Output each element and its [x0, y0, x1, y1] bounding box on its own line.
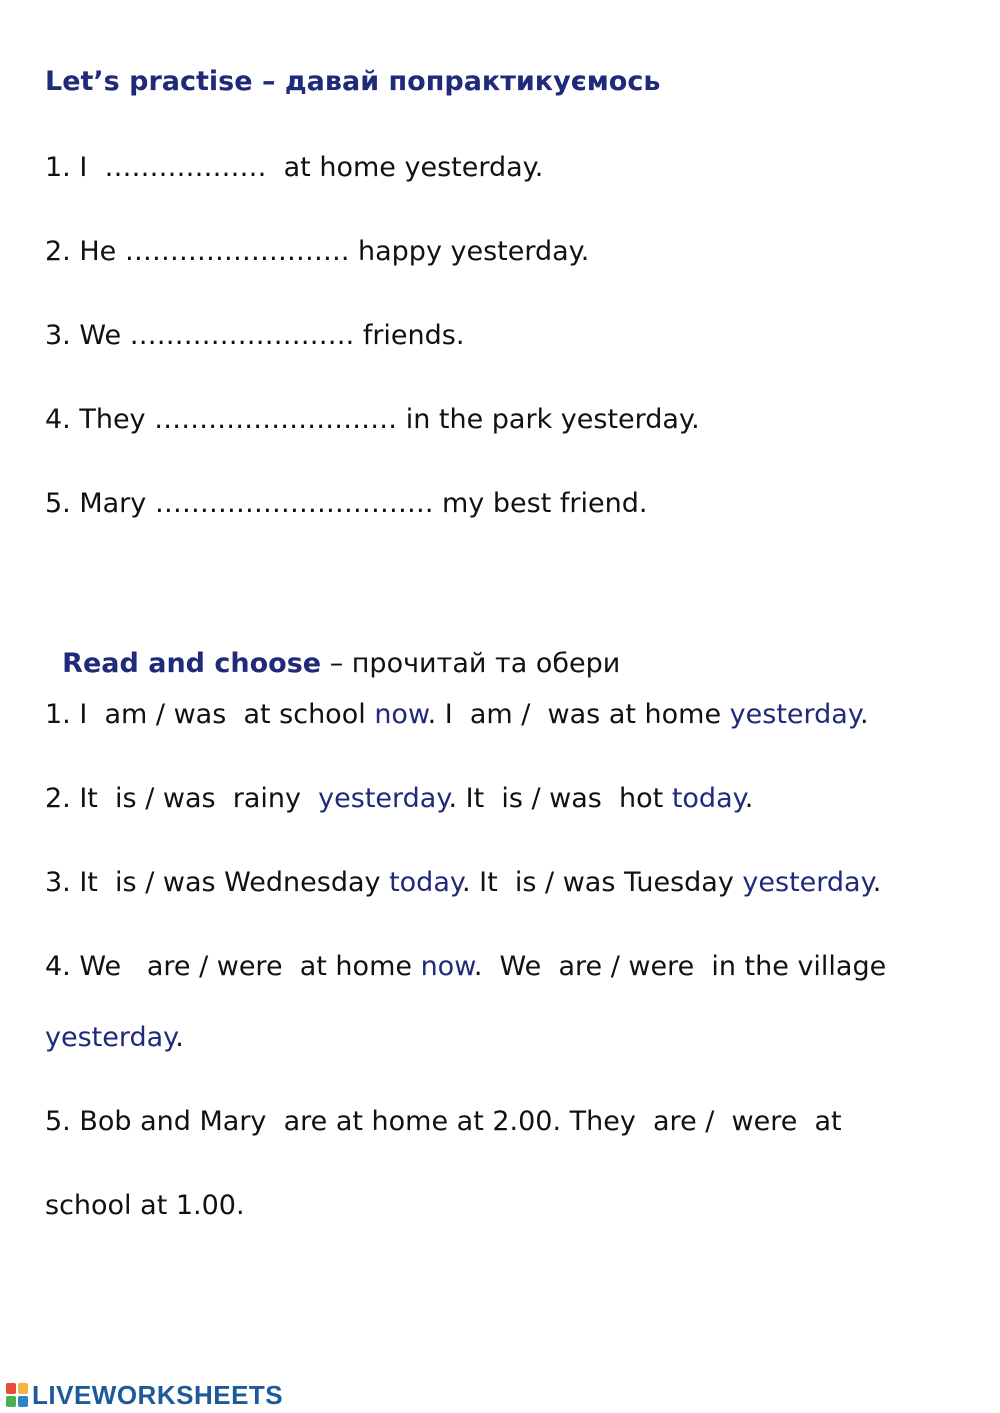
sentence-text: . It is / was Tuesday	[462, 867, 743, 898]
section2-heading-translation: – прочитай та обери	[321, 648, 621, 679]
time-word: now	[374, 699, 428, 730]
sentence-text: 4. We are / were at home	[45, 951, 421, 982]
time-word: yesterday	[742, 867, 873, 898]
sentence-text: . I am / was at home	[427, 699, 730, 730]
sentence-text: school at 1.00.	[45, 1190, 245, 1221]
sentence-text: 1. I am / was at school	[45, 699, 375, 730]
time-word: yesterday	[729, 699, 860, 730]
section2-item-continuation	[45, 1189, 245, 1223]
liveworksheets-logo[interactable]	[6, 1378, 283, 1412]
section2-heading	[45, 613, 620, 681]
sentence-text: .	[859, 699, 869, 730]
sentence-text: . It is / was hot	[448, 783, 672, 814]
sentence-text: .	[872, 867, 882, 898]
sentence-text: 3. It is / was Wednesday	[45, 867, 390, 898]
sentence-text: . We are / were in the village	[473, 951, 887, 982]
section1-item: 5. Mary …………………………. my best friend.	[45, 488, 648, 519]
section2-item	[45, 782, 753, 816]
time-word: today	[389, 867, 462, 898]
sentence-text: .	[744, 783, 754, 814]
time-word: today	[671, 783, 745, 814]
section1-item: 2. He ……………………. happy yesterday.	[45, 236, 590, 267]
section2-item-continuation	[45, 1021, 184, 1055]
sentence-text: 5. Bob and Mary are at home at 2.00. They are / were at	[45, 1106, 842, 1137]
section2-item	[45, 950, 886, 984]
sentence-text: 2. It is / was rainy	[45, 783, 319, 814]
section1-item: 1. I ……………… at home yesterday.	[45, 152, 544, 183]
section2-item	[45, 1105, 842, 1139]
logo-text: LIVEWORKSHEETS	[32, 1379, 284, 1410]
time-word: now	[420, 951, 474, 982]
section2-item	[45, 866, 881, 900]
time-word: yesterday	[45, 1022, 176, 1053]
section2-item	[45, 698, 869, 732]
sentence-text: .	[175, 1022, 184, 1053]
section1-heading: Let’s practise – давай попрактикуємось	[45, 66, 661, 97]
section2-heading-bold: Read and choose	[62, 648, 322, 679]
time-word: yesterday	[318, 783, 449, 814]
section1-item: 3. We ……………………. friends.	[45, 320, 465, 351]
liveworksheets-logo-icon	[6, 1383, 28, 1407]
section1-item: 4. They ……………………… in the park yesterday.	[45, 404, 700, 435]
